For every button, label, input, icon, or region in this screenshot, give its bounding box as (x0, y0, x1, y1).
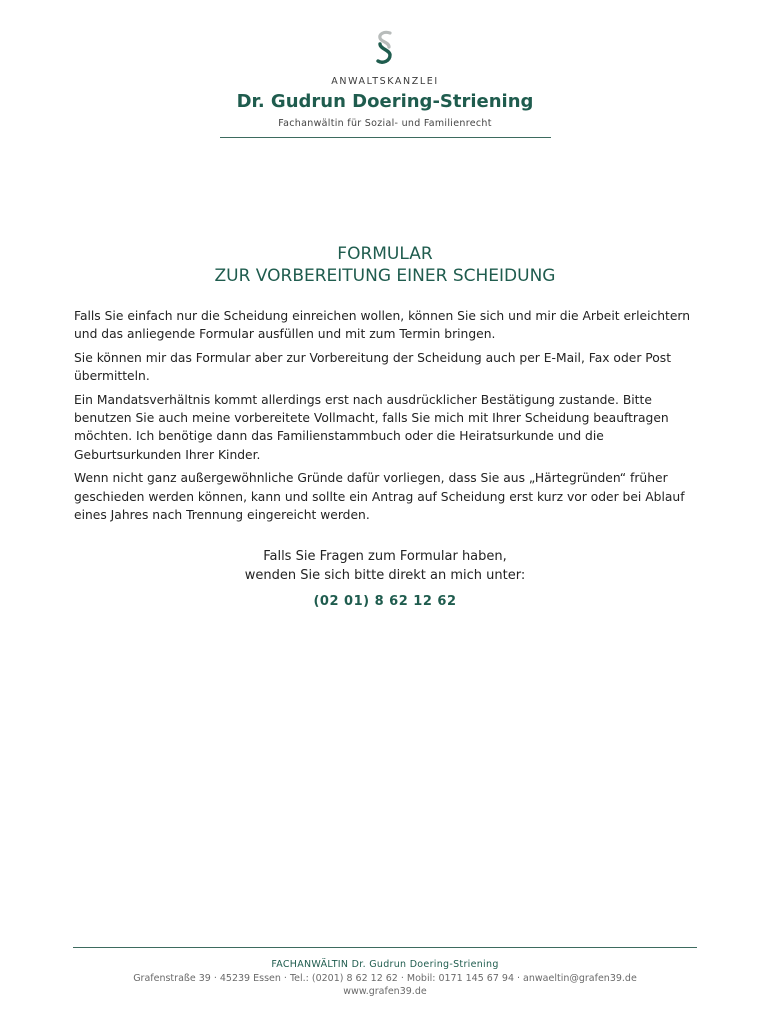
title-line-2: ZUR VORBEREITUNG EINER SCHEIDUNG (214, 266, 556, 286)
phone-number: (02 01) 8 62 12 62 (313, 594, 457, 609)
paragraph: Ein Mandatsverhältnis kommt allerdings erst nach ausdrücklicher Bestätigung zustande. Bitte benutzen Sie auch meine vorbereitete Vollmacht, falls Sie mich mit Ihrer Scheidung beauftragen möchten. Ich benötige dann das Familienstammbuch oder die Heiratsurkunde und die Geburtsurkunden Ihrer Kinder. (74, 392, 669, 462)
paragraph: Sie können mir das Formular aber zur Vorbereitung der Scheidung auch per E-Mail, Fax oder Post übermitteln. (74, 350, 672, 384)
footer-address: Grafenstraße 39 · 45239 Essen · Tel.: (0201) 8 62 12 62 · Mobil: 0171 145 67 94 · anwaeltin@grafen39.de (133, 972, 637, 984)
contact-block (0, 547, 770, 611)
paragraph: Falls Sie einfach nur die Scheidung einreichen wollen, können Sie sich und mir die Arbeit erleichtern und das anliegende Formular ausfüllen und mit zum Termin bringen. (74, 309, 691, 342)
body-text (74, 307, 704, 529)
footer (0, 958, 770, 999)
contact-line-2: wenden Sie sich bitte direkt an mich unter: (244, 568, 526, 583)
footer-website: www.grafen39.de (343, 986, 427, 997)
firm-type-label: ANWALTSKANZLEI (331, 76, 439, 87)
specialty-subtitle: Fachanwältin für Sozial- und Familienrecht (278, 118, 492, 129)
footer-divider (73, 947, 697, 948)
document-title (0, 244, 770, 288)
header-divider (220, 137, 551, 138)
letterhead (0, 30, 770, 129)
paragraph: Wenn nicht ganz außergewöhnliche Gründe dafür vorliegen, dass Sie aus „Härtegründen“ früher geschieden werden können, kann und sollte ein Antrag auf Scheidung erst kurz vor oder bei Ablauf eines Jahres nach Trennung eingereicht werden. (74, 471, 685, 523)
lawyer-name: Dr. Gudrun Doering-Striening (236, 91, 534, 112)
title-line-1: FORMULAR (337, 244, 433, 264)
contact-line-1: Falls Sie Fragen zum Formular haben, (263, 549, 507, 564)
paragraph-s-logo-icon (374, 30, 396, 66)
footer-title: FACHANWÄLTIN Dr. Gudrun Doering-Striening (271, 959, 499, 970)
